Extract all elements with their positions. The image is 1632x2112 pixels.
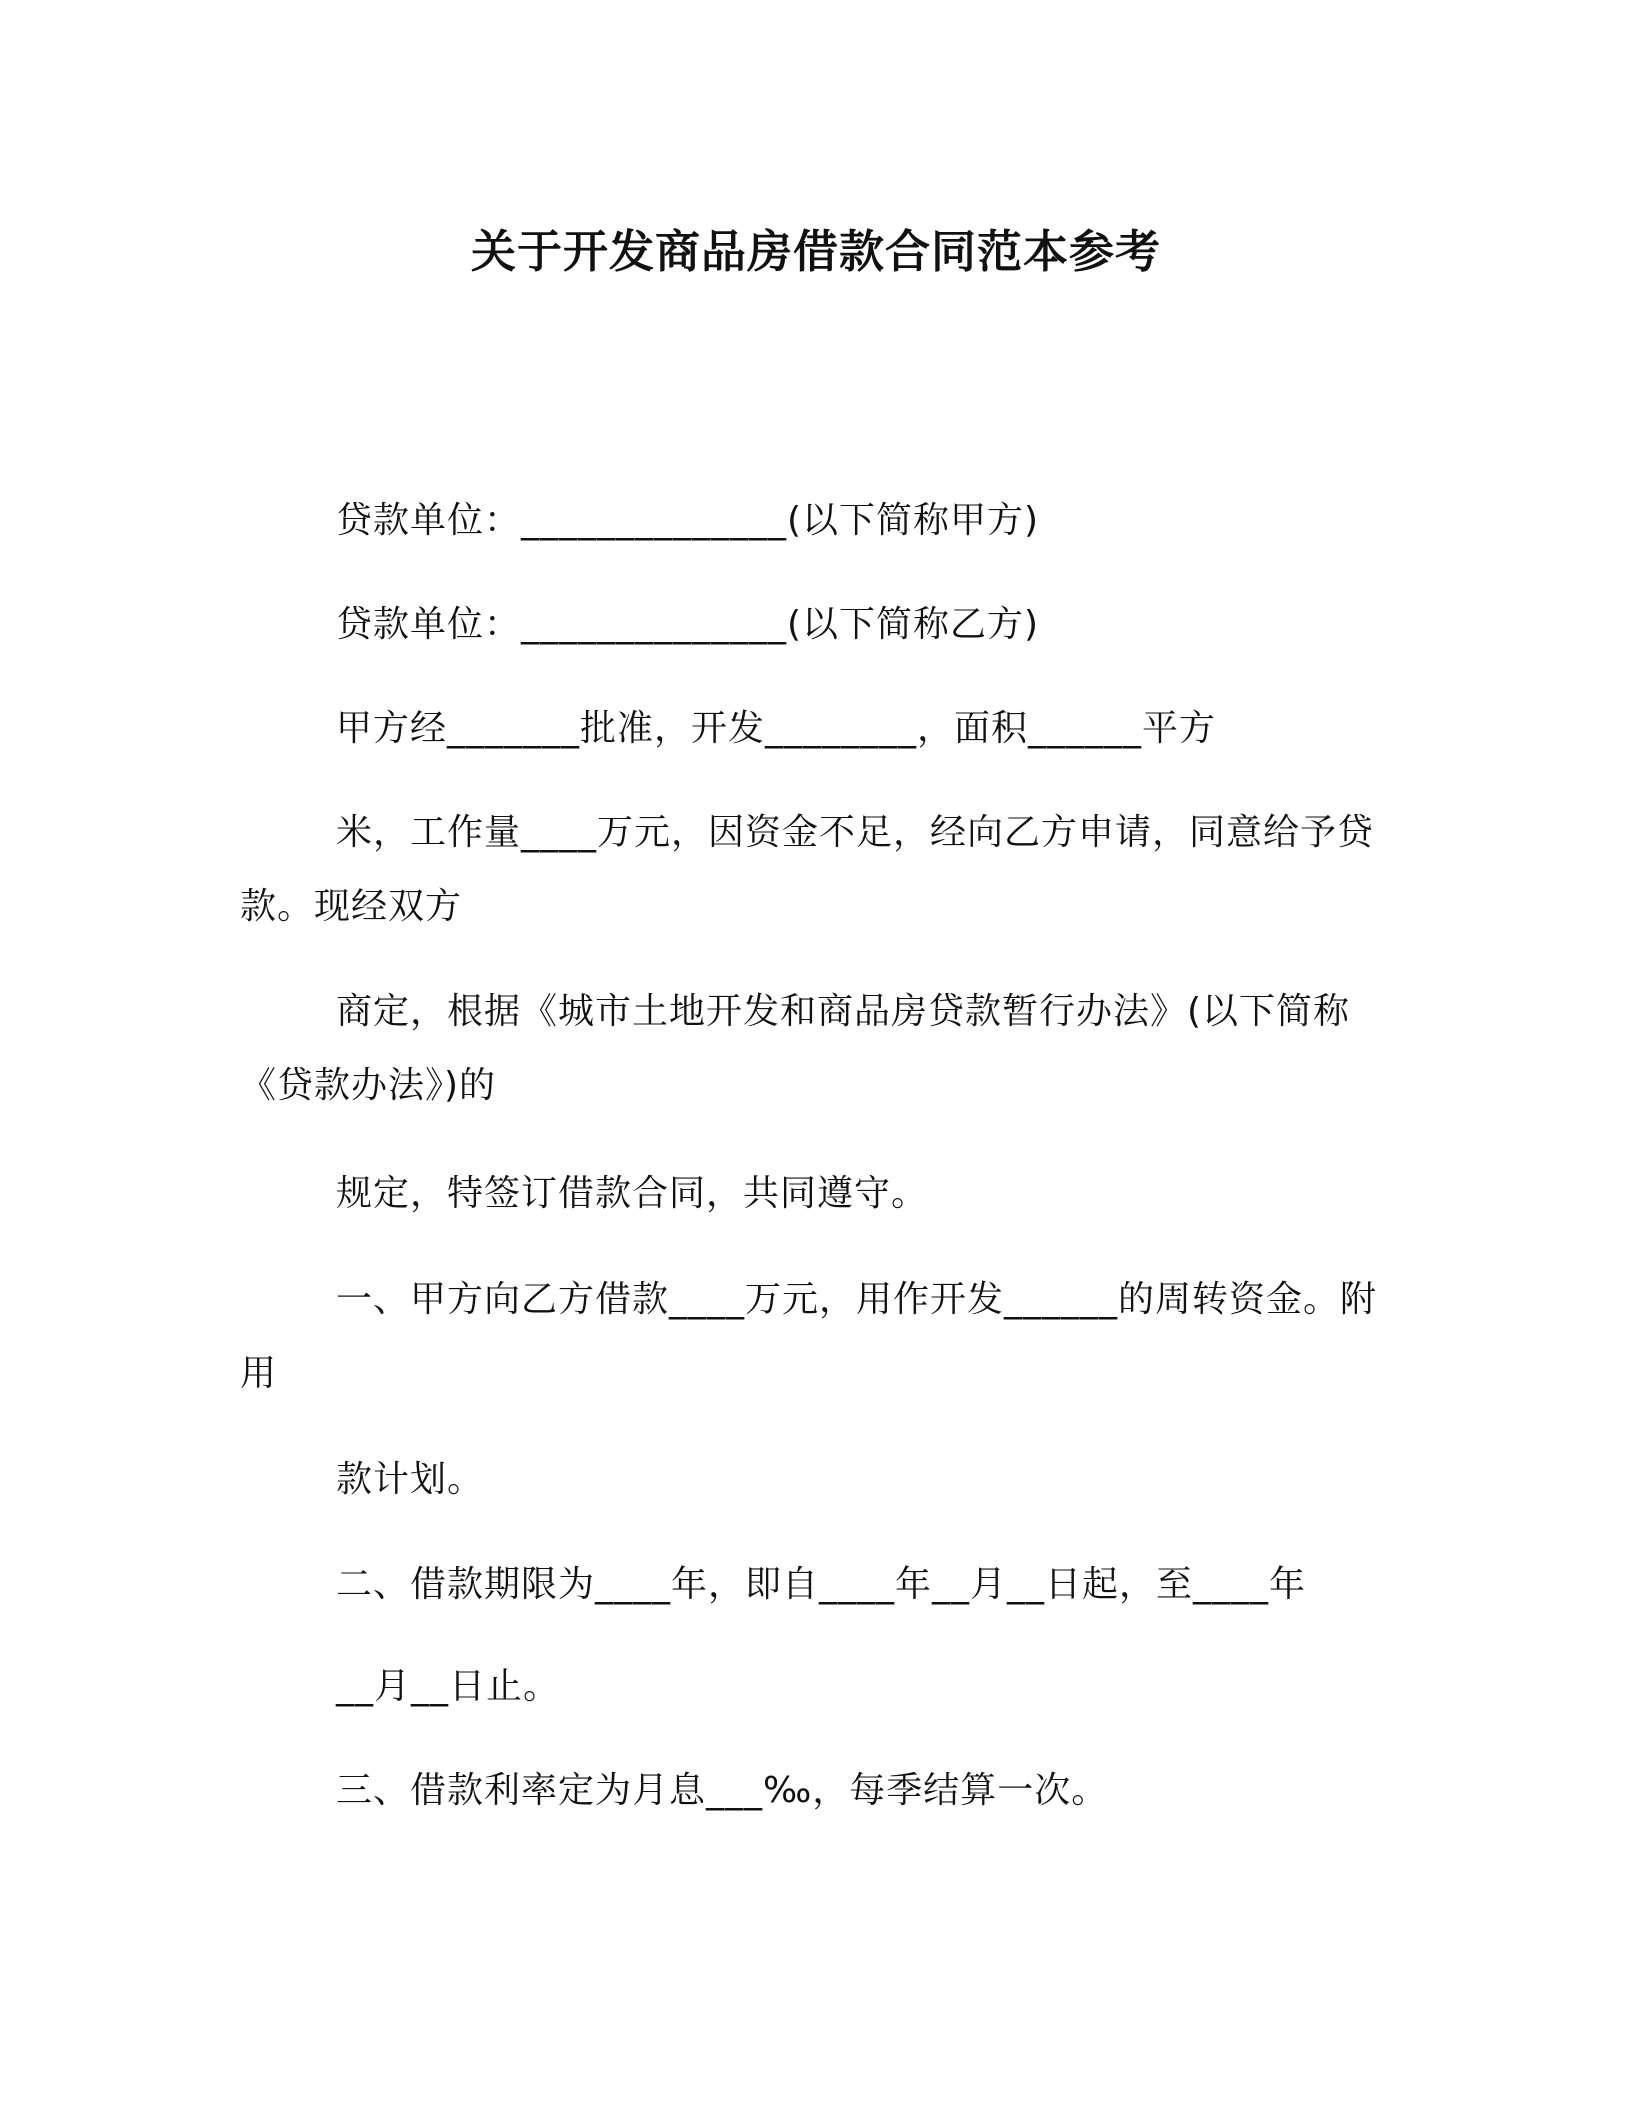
clause-1-loan-amount: 一、甲方向乙方借款____万元，用作开发______的周转资金。附用 [240,1279,1378,1394]
paragraph-lender-b: 贷款单位：______________(以下简称乙方) [336,604,1040,645]
paragraph-workload: 米，工作量____万元，因资金不足，经向乙方申请，同意给予贷款。现经双方 [240,812,1375,927]
clause-2-end-date: __月__日止。 [336,1666,561,1707]
paragraph-basis: 商定，根据《城市土地开发和商品房贷款暂行办法》(以下简称《贷款办法》)的 [240,991,1351,1106]
paragraph-lender-a: 贷款单位：______________(以下简称甲方) [336,500,1040,541]
clause-2-loan-term: 二、借款期限为____年，即自____年__月__日起，至____年 [336,1564,1307,1605]
paragraph-agreement: 规定，特签订借款合同，共同遵守。 [336,1173,929,1214]
clause-1-plan: 款计划。 [336,1459,485,1500]
document-title: 关于开发商品房借款合同范本参考 [470,225,1161,278]
paragraph-approval: 甲方经_______批准，开发________，面积______平方 [336,708,1217,749]
clause-3-interest-rate: 三、借款利率定为月息___‰，每季结算一次。 [336,1770,1109,1811]
